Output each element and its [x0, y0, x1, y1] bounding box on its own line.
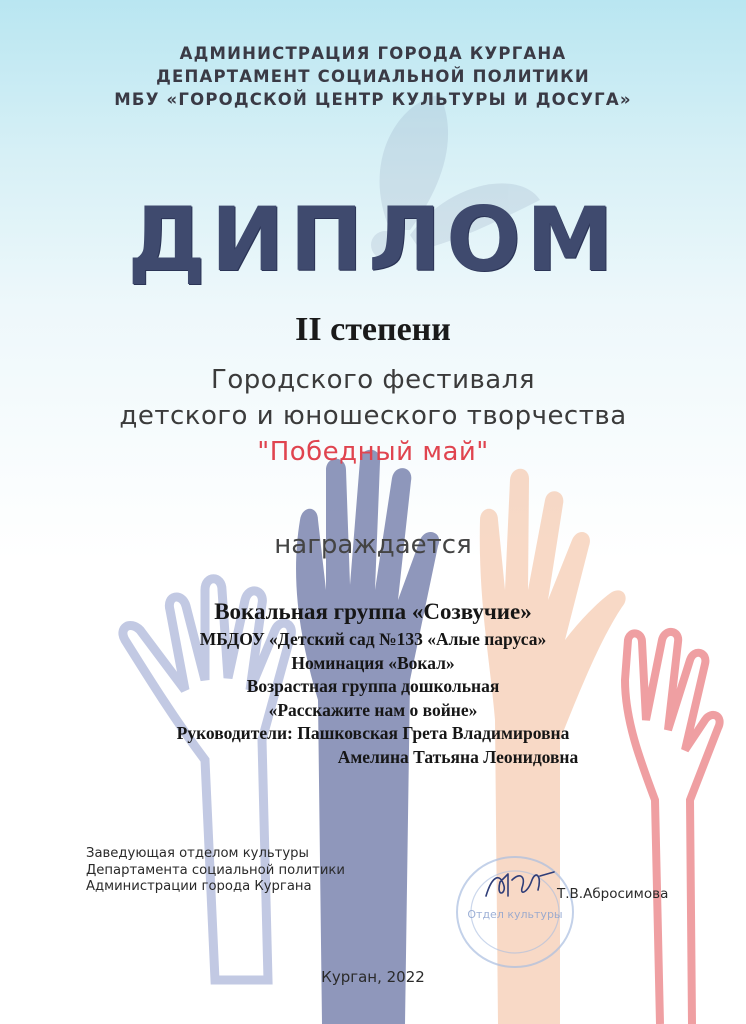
- recipient-institution: МБДОУ «Детский сад №133 «Алые паруса»: [199, 629, 547, 649]
- handwritten-signature: [482, 866, 558, 906]
- position-line-2: Департамента социальной политики: [86, 862, 345, 878]
- position-line-1: Заведующая отделом культуры: [86, 846, 309, 861]
- place-and-year: Курган, 2022: [321, 968, 425, 986]
- festival-info: [0, 362, 746, 470]
- awarded-label: награждается: [274, 530, 472, 560]
- stamp-text: Отдел культуры: [467, 908, 563, 921]
- recipient-leaders-line-1: Руководители: Пашковская Грета Владимировна: [176, 723, 570, 743]
- recipient-block: [0, 596, 746, 769]
- organization-header: [0, 42, 746, 111]
- header-line-center: МБУ «ГОРОДСКОЙ ЦЕНТР КУЛЬТУРЫ И ДОСУГА»: [114, 90, 632, 109]
- recipient-group: Вокальная группа «Созвучие»: [214, 599, 532, 624]
- recipient-song: «Расскажите нам о войне»: [268, 699, 478, 720]
- recipient-nomination: Номинация «Вокал»: [291, 652, 455, 673]
- diploma-degree: II степени: [295, 311, 451, 348]
- festival-line-2: детского и юношеского творчества: [119, 401, 627, 431]
- position-line-3: Администрации города Кургана: [86, 879, 312, 894]
- diploma-title: ДИПЛОМ: [127, 188, 619, 291]
- recipient-leaders-line-2: Амелина Татьяна Леонидовна: [337, 746, 579, 767]
- header-line-administration: АДМИНИСТРАЦИЯ ГОРОДА КУРГАНА: [179, 44, 567, 63]
- festival-line-1: Городского фестиваля: [211, 365, 535, 395]
- header-line-department: ДЕПАРТАМЕНТ СОЦИАЛЬНОЙ ПОЛИТИКИ: [156, 67, 590, 86]
- signer-name: Т.В.Абросимова: [557, 886, 669, 902]
- signature-position: [86, 846, 345, 896]
- recipient-age-group: Возрастная группа дошкольная: [246, 676, 500, 696]
- festival-name: "Победный май": [257, 437, 489, 467]
